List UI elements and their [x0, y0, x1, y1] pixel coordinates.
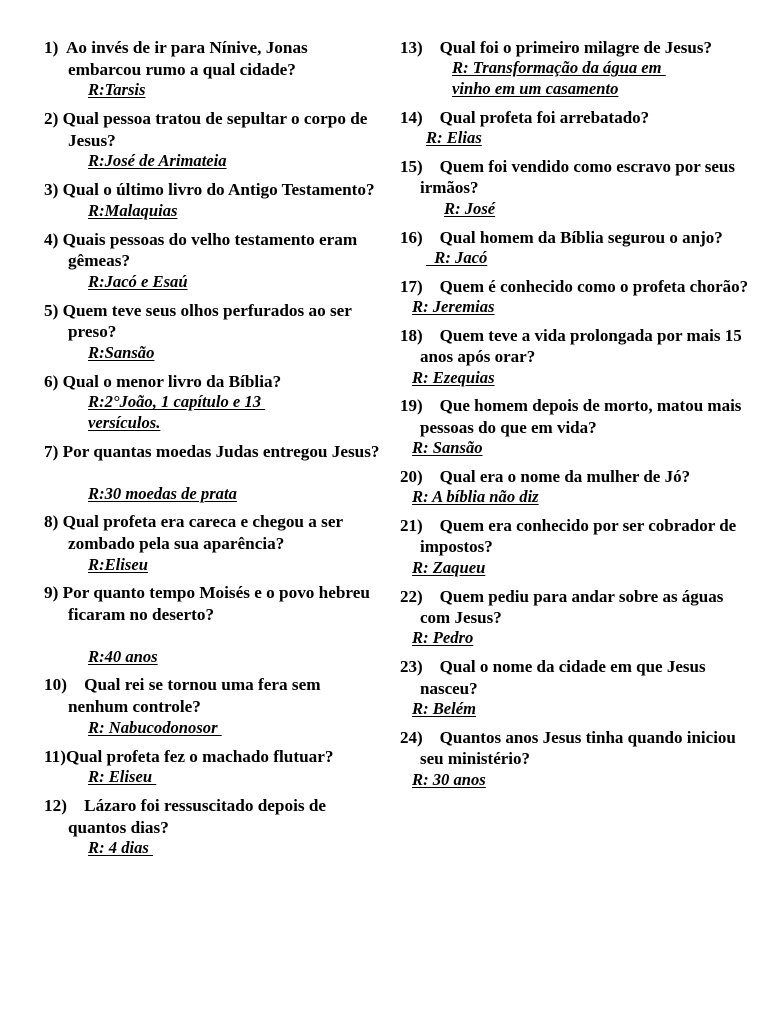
- qa-item: [44, 441, 382, 504]
- answer-underline: R: José: [444, 198, 496, 218]
- question-text: [400, 107, 754, 128]
- question-number: 11): [44, 746, 66, 766]
- question-number: 13): [400, 38, 423, 57]
- answer-underline: R: Zaqueu: [412, 557, 486, 577]
- answer-underline: R: Ezequias: [412, 367, 495, 387]
- answer-text: [88, 392, 382, 433]
- qa-item: [44, 674, 382, 738]
- question-body: Quem era conhecido por ser cobrador de impostos?: [420, 516, 741, 557]
- answer-text: [88, 647, 382, 668]
- question-body: Qual era o nome da mulher de Jó?: [439, 466, 691, 486]
- question-number: 3): [44, 180, 59, 200]
- question-body: Quantos anos Jesus tinha quando iniciou seu ministério?: [420, 727, 741, 769]
- question-body: Quem teve seus olhos perfurados ao ser preso?: [62, 300, 356, 342]
- answer-text: [88, 151, 382, 172]
- question-number-gap: [67, 675, 84, 694]
- answer-text: [88, 838, 382, 859]
- answer-underline: R: A bíblia não diz: [412, 487, 539, 507]
- question-number: 6): [44, 371, 59, 391]
- question-text: [44, 300, 382, 343]
- qa-item: [44, 582, 382, 667]
- question-body: Qual profeta era careca e chegou a ser zombado pela sua aparência?: [62, 512, 348, 553]
- question-text: [400, 515, 754, 558]
- question-text: [44, 795, 382, 838]
- qa-item: [44, 108, 382, 172]
- question-text: [44, 108, 382, 151]
- qa-item: [400, 276, 754, 318]
- answer-text: [426, 128, 754, 149]
- question-number: 19): [400, 396, 423, 416]
- answer-underline: R: 30 anos: [412, 769, 486, 789]
- question-number: 22): [400, 586, 423, 606]
- question-number-gap: [423, 396, 440, 415]
- question-number-gap: [423, 228, 440, 247]
- qa-item: [44, 746, 382, 788]
- answer-text: [88, 343, 382, 364]
- answer-text: [88, 484, 382, 505]
- question-number-gap: [67, 796, 84, 815]
- answer-text: [88, 767, 382, 788]
- question-number: 4): [44, 229, 59, 249]
- qa-item: [44, 300, 382, 364]
- answer-line: [412, 558, 754, 579]
- question-number: 23): [400, 657, 423, 677]
- qa-item: [400, 586, 754, 650]
- question-body: Quais pessoas do velho testamento eram gêmeas?: [62, 229, 362, 271]
- answer-line: [88, 647, 382, 668]
- question-number-gap: [58, 38, 66, 57]
- answer-underline: R: Belém: [412, 698, 477, 718]
- answer-underline: R: Sansão: [412, 438, 483, 458]
- answer-underline: versículos.: [88, 413, 161, 433]
- question-text: [400, 586, 754, 629]
- question-number: 12): [44, 795, 67, 815]
- answer-text: [412, 487, 754, 508]
- question-text: [400, 727, 754, 770]
- answer-line: [412, 438, 754, 459]
- answer-underline: R:2°João, 1 capítulo e 13: [88, 392, 266, 412]
- question-body: Quem é conhecido como o profeta chorão?: [439, 276, 749, 296]
- qa-item: [400, 727, 754, 791]
- question-text: [44, 229, 382, 272]
- answer-line: [88, 80, 382, 101]
- question-body: Lázaro foi ressuscitado depois de quantos dias?: [68, 795, 331, 837]
- question-number-gap: [423, 657, 440, 676]
- answer-line: [88, 201, 382, 222]
- question-text: [44, 746, 382, 768]
- qa-item: [44, 511, 382, 575]
- answer-text: [412, 699, 754, 720]
- question-body: Qual o nome da cidade em que Jesus nasceu?: [420, 657, 710, 698]
- answer-underline: R: 4 dias: [88, 838, 153, 858]
- question-column-left: [0, 37, 388, 866]
- question-number: 7): [44, 441, 59, 461]
- question-number-gap: [423, 728, 440, 747]
- answer-line: [88, 151, 382, 172]
- question-text: [44, 674, 382, 717]
- answer-text: [444, 199, 754, 220]
- answer-underline: R: Eliseu: [88, 767, 157, 787]
- question-number-gap: [423, 38, 440, 57]
- question-body: Por quantas moedas Judas entregou Jesus?: [62, 441, 380, 461]
- answer-underline: R:Tarsis: [88, 80, 146, 100]
- question-text: [400, 395, 754, 438]
- qa-item: [400, 156, 754, 220]
- answer-underline: R:Eliseu: [88, 554, 148, 574]
- question-number: 10): [44, 675, 67, 695]
- answer-line: [88, 555, 382, 576]
- question-text: [44, 441, 382, 463]
- question-text: [400, 156, 754, 199]
- question-number: 24): [400, 727, 423, 747]
- answer-underline: R: Transformação da água em: [452, 58, 666, 78]
- question-number-gap: [423, 467, 440, 486]
- answer-line: [88, 343, 382, 364]
- answer-line: [88, 413, 382, 434]
- answer-text: [88, 718, 382, 739]
- answer-line: [412, 487, 754, 508]
- question-text: [44, 179, 382, 201]
- question-body: Que homem depois de morto, matou mais pessoas do que em vida?: [420, 396, 746, 437]
- answer-underline: R:30 moedas de prata: [88, 483, 237, 503]
- answer-text: [88, 272, 382, 293]
- answer-text: [452, 58, 754, 99]
- question-number-gap: [423, 277, 440, 296]
- qa-item: [44, 795, 382, 859]
- answer-text: [412, 628, 754, 649]
- question-number: 21): [400, 516, 423, 536]
- answer-text: [412, 368, 754, 389]
- question-body: Qual profeta foi arrebatado?: [439, 107, 650, 127]
- answer-line: [426, 248, 754, 269]
- question-body: Qual o menor livro da Bíblia?: [62, 371, 282, 391]
- answer-line: [88, 838, 382, 859]
- answer-underline: R:José de Arimateia: [88, 151, 227, 171]
- question-number: 18): [400, 325, 423, 345]
- qa-item: [400, 325, 754, 389]
- question-body: Qual foi o primeiro milagre de Jesus?: [439, 38, 712, 57]
- qa-item: [44, 179, 382, 221]
- question-body: Qual profeta fez o machado flutuar?: [65, 746, 334, 766]
- question-body: Quem pediu para andar sobre as águas com Jesus?: [420, 586, 728, 628]
- question-text: [400, 656, 754, 699]
- answer-line: [88, 767, 382, 788]
- answer-line: [412, 297, 754, 318]
- answer-line: [452, 58, 754, 79]
- qa-item: [400, 395, 754, 459]
- question-text: [400, 325, 754, 368]
- question-number: 2): [44, 109, 59, 129]
- answer-underline: vinho em um casamento: [452, 79, 619, 99]
- answer-text: [412, 770, 754, 791]
- question-body: Por quanto tempo Moisés e o povo hebreu ficaram no deserto?: [62, 583, 375, 625]
- question-body: Qual rei se tornou uma fera sem nenhum controle?: [68, 675, 325, 717]
- question-number-gap: [423, 108, 440, 127]
- question-number-gap: [423, 157, 440, 176]
- question-body: Quem foi vendido como escravo por seus irmãos?: [420, 157, 740, 198]
- qa-item: [400, 227, 754, 269]
- answer-line: [412, 368, 754, 389]
- answer-underline: R:Jacó e Esaú: [88, 271, 188, 291]
- question-number: 8): [44, 512, 59, 532]
- question-number-gap: [423, 326, 440, 345]
- question-body: Qual o último livro do Antigo Testamento?: [62, 180, 375, 200]
- question-text: [44, 371, 382, 393]
- answer-line: [426, 128, 754, 149]
- two-column-layout: [0, 37, 768, 866]
- qa-item: [400, 515, 754, 579]
- answer-text: [88, 555, 382, 576]
- question-text: [44, 37, 382, 80]
- qa-item: [400, 107, 754, 149]
- question-body: Ao invés de ir para Nínive, Jonas embarcou rumo a qual cidade?: [65, 38, 313, 79]
- question-text: [44, 511, 382, 554]
- question-text: [400, 227, 754, 248]
- question-text: [400, 466, 754, 487]
- answer-underline: R:Sansão: [88, 342, 155, 362]
- answer-line: [412, 699, 754, 720]
- question-text: [44, 582, 382, 625]
- qa-item: [44, 37, 382, 101]
- answer-text: [412, 297, 754, 318]
- question-number-gap: [423, 587, 440, 606]
- question-number: 16): [400, 227, 423, 247]
- question-body: Qual homem da Bíblia segurou o anjo?: [439, 227, 723, 247]
- answer-underline: R: Pedro: [412, 628, 474, 648]
- answer-text: [412, 438, 754, 459]
- question-number: 20): [400, 466, 423, 486]
- answer-line: [452, 79, 754, 100]
- question-number: 15): [400, 157, 423, 177]
- question-body: Qual pessoa tratou de sepultar o corpo de Jesus?: [62, 109, 372, 150]
- answer-underline: R:40 anos: [88, 646, 158, 666]
- answer-text: [88, 80, 382, 101]
- answer-underline: R: Jeremias: [412, 297, 495, 317]
- question-number: 14): [400, 107, 423, 127]
- answer-line: [88, 718, 382, 739]
- answer-text: [88, 201, 382, 222]
- answer-line: [412, 628, 754, 649]
- question-number: 5): [44, 300, 59, 320]
- qa-item: [44, 371, 382, 434]
- question-body: Quem teve a vida prolongada por mais 15 anos após orar?: [420, 325, 747, 367]
- answer-underline: R:Malaquias: [88, 200, 178, 220]
- question-number: 9): [44, 583, 59, 603]
- answer-line: [412, 770, 754, 791]
- question-column-right: [388, 37, 768, 797]
- answer-underline: R: Jacó: [426, 247, 488, 267]
- question-number: 17): [400, 276, 423, 296]
- answer-line: [88, 272, 382, 293]
- qa-item: [400, 37, 754, 100]
- answer-line: [444, 199, 754, 220]
- qa-item: [400, 466, 754, 508]
- answer-line: [88, 392, 382, 413]
- question-text: [400, 37, 754, 58]
- answer-underline: R: Nabucodonosor: [88, 717, 222, 737]
- answer-text: [412, 558, 754, 579]
- question-number: 1): [44, 38, 59, 57]
- answer-text: [426, 248, 754, 269]
- qa-item: [400, 656, 754, 720]
- qa-item: [44, 229, 382, 293]
- question-number-gap: [423, 516, 440, 535]
- answer-line: [88, 484, 382, 505]
- answer-underline: R: Elias: [426, 128, 482, 148]
- question-text: [400, 276, 754, 297]
